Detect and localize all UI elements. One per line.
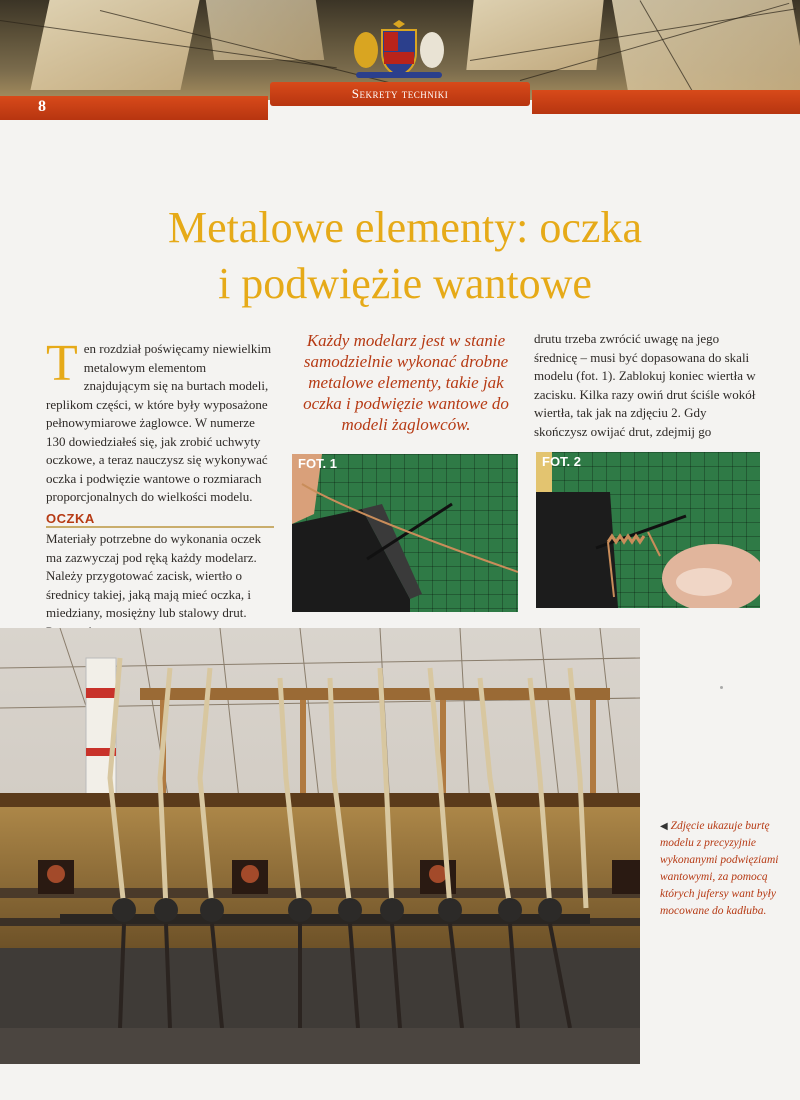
caption-arrow-icon: ◀ — [660, 821, 668, 832]
fot-2-label: FOT. 2 — [542, 454, 582, 469]
title-line-2: i podwiężie wantowe — [218, 259, 592, 308]
ship-hull-photo — [0, 628, 640, 1064]
page-number: 8 — [38, 98, 46, 115]
drop-cap: T — [46, 335, 78, 392]
intro-paragraph — [46, 335, 272, 507]
intro-text: en rozdział poświęcamy niewielkim metalowym elementom znajdującym się na burtach modeli, replikom części, w które były wyposażone pełnowymiarowe żaglowce. W numerze 130 dowiedziałeś się, jak zrobić uchwyty oczkowe, a teraz nauczysz się wykonywać oczka i podwięzie wantowe o rozmiarach proporcjonalnych do wielkości modelu. — [46, 341, 272, 504]
photo-caption — [660, 818, 780, 920]
decorative-dot — [720, 686, 723, 689]
photo-fot-2 — [536, 452, 760, 608]
royal-crest-icon — [344, 14, 454, 84]
section-rule — [46, 526, 274, 528]
column3-paragraph: drutu trzeba zwrócić uwagę na jego średnicę – musi być dopasowana do skali modelu (fot. 1). Zablokuj koniec wiertła w zacisku. Kilka razy owiń drut ściśle wokół wiertła, tak jak na zdjęciu 2. Gdy skończysz owijać drut, zdejmij go — [534, 331, 756, 439]
fot-1-label: FOT. 1 — [298, 456, 338, 471]
section-heading-oczka: OCZKA — [46, 511, 95, 526]
article-title — [60, 200, 750, 312]
caption-text: Zdjęcie ukazuje burtę modelu z precyzyjnie wykonanymi podwięziami wantowymi, za pomocą których jufersy want były mocowane do kadłuba. — [660, 820, 779, 917]
pull-quote: Każdy modelarz jest w stanie samodzielnie wykonać drobne metalowe elementy, takie jak oczka i podwięzie wantowe do modeli żaglowców. — [303, 331, 509, 434]
header-band — [532, 90, 800, 114]
photo-fot-1 — [292, 454, 518, 612]
title-line-1: Metalowe elementy: oczka — [167, 203, 642, 252]
oczka-paragraph: Materiały potrzebne do wykonania oczek ma zazwyczaj pod ręką każdy modelarz. Należy przygotować zacisk, wiertło o średnicy takiej, jaką mają mieć oczka, i miedziany, mosiężny lub stalowy drut. — [46, 531, 262, 620]
section-label: Sekrety techniki — [351, 86, 449, 101]
